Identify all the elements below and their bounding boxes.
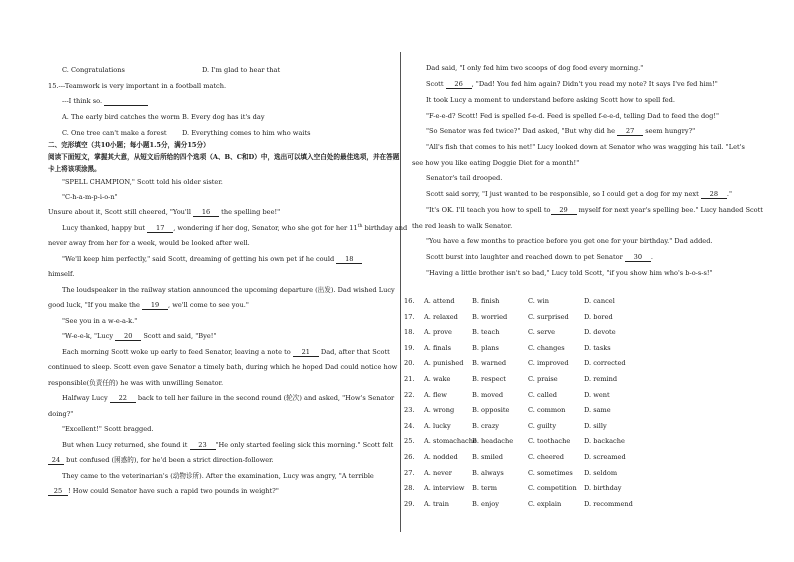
blank-23: 23 xyxy=(190,442,216,450)
blank-27: 27 xyxy=(617,128,643,136)
passage-line: "C-h-a-m-p-i-o-n" xyxy=(62,193,118,201)
passage-line: never away from her for a week, would be looked after well. xyxy=(48,239,250,247)
option-c[interactable]: C. praise xyxy=(528,375,558,383)
blank-20: 20 xyxy=(115,333,141,341)
passage-line: "All's fish that comes to his net!" Lucy looked down at Senator who was wagging his tail. "Let's xyxy=(426,143,745,151)
column-divider xyxy=(400,52,401,532)
passage-line: see how you like eating Doggie Diet for a month!" xyxy=(412,159,580,167)
option-c[interactable]: C. changes xyxy=(528,343,565,352)
question-number: 29. xyxy=(404,499,415,508)
option-a[interactable]: A. stomachache xyxy=(424,437,477,446)
option-d[interactable]: D. screamed xyxy=(584,453,626,461)
option-c[interactable]: C. called xyxy=(528,390,557,399)
option-c[interactable]: C. sometimes xyxy=(528,468,573,477)
option-c[interactable]: C. common xyxy=(528,406,566,415)
answer-blank xyxy=(104,98,148,106)
option-b[interactable]: B. term xyxy=(472,484,497,493)
passage-line: 24 but confused (困惑的), for he'd been a strict direction-follower. xyxy=(48,457,274,465)
option-b[interactable]: B. warned xyxy=(472,359,507,368)
passage-line: "You have a few months to practice before you get one for your birthday." Dad added. xyxy=(426,237,713,245)
option-a[interactable]: A. wake xyxy=(424,375,451,383)
option-c: C. Congratulations xyxy=(62,66,125,74)
passage-line: "We'll keep him perfectly," said Scott, dreaming of getting his own pet if he could 18 xyxy=(62,256,362,264)
q15-reply: ---I think so. xyxy=(62,98,148,106)
passage-line: "F-e-e-d? Scott! Fed is spelled f-e-d. Feed is spelled f-e-e-d, telling Dad to feed the dog!" xyxy=(426,112,720,120)
blank-29: 29 xyxy=(551,207,577,215)
passage-line: continued to sleep. Scott even gave Senator a timely bath, during which he hoped Dad could notice how xyxy=(48,363,398,371)
option-d[interactable]: D. corrected xyxy=(584,359,626,368)
passage-line: the red leash to walk Senator. xyxy=(412,222,513,230)
passage-line: responsible(负责任的) he was with unwilling Senator. xyxy=(48,379,224,387)
option-b[interactable]: B. teach xyxy=(472,328,500,337)
question-number: 27. xyxy=(404,468,415,477)
option-b[interactable]: B. headache xyxy=(472,437,514,446)
passage-line: But when Lucy returned, she found it 23 "He only started feeling sick this morning." Scott felt xyxy=(62,441,394,449)
question-number: 26. xyxy=(404,453,415,461)
q15-options-cd xyxy=(62,129,311,137)
blank-16: 16 xyxy=(193,209,219,217)
question-number: 24. xyxy=(404,421,415,430)
passage-line: Senator's tail drooped. xyxy=(426,174,503,182)
passage-line: "SPELL CHAMPION," Scott told his older sister. xyxy=(62,178,223,186)
option-c[interactable]: C. win xyxy=(528,297,550,305)
passage-line: Halfway Lucy 22 back to tell her failure in the second round (轮次) and asked, "How's Senator xyxy=(62,394,395,402)
option-d[interactable]: D. went xyxy=(584,390,610,399)
option-c[interactable]: C. cheered xyxy=(528,453,565,461)
option-c[interactable]: C. surprised xyxy=(528,312,569,321)
option-c[interactable]: C. improved xyxy=(528,359,569,368)
option-c[interactable]: C. toothache xyxy=(528,437,571,446)
blank-30: 30 xyxy=(625,254,651,262)
question-number: 19. xyxy=(404,343,415,352)
option-b[interactable]: B. respect xyxy=(472,375,506,383)
option-a[interactable]: A. relaxed xyxy=(424,312,458,321)
q14-options xyxy=(62,66,281,74)
blank-22: 22 xyxy=(110,395,136,403)
option-d[interactable]: D. tasks xyxy=(584,343,611,352)
option-b[interactable]: B. opposite xyxy=(472,406,510,415)
blank-25: 25 xyxy=(48,488,68,496)
q15-stem: 15.---Teamwork is very important in a football match. xyxy=(48,82,227,90)
blank-17: 17 xyxy=(147,225,173,233)
option-d[interactable]: D. devote xyxy=(584,328,616,337)
passage-line: Each morning Scott woke up early to feed Senator, leaving a note to 21 Dad, after that Scott xyxy=(62,348,390,356)
option-b[interactable]: B. enjoy xyxy=(472,499,499,508)
question-number: 25. xyxy=(404,437,415,446)
option-b[interactable]: B. moved xyxy=(472,390,504,399)
question-number: 18. xyxy=(404,328,415,337)
section-instruction: 阅读下面短文，掌握其大意，从短文后所给的四个选项（A、B、C和D）中，选出可以填入空白处的最佳选项，并在答题 xyxy=(48,153,400,161)
option-b: B. Every dog has it's day xyxy=(182,113,265,121)
passage-line: They came to the veterinarian's (动物诊所). After the examination, Lucy was angry, "A terrible xyxy=(62,472,374,480)
option-a[interactable]: A. wrong xyxy=(424,406,455,415)
blank-19: 19 xyxy=(142,302,168,310)
passage-line: Scott 26 , "Dad! You fed him again? Didn't you read my note? It says I've fed him!" xyxy=(426,80,718,88)
option-c: C. One tree can't make a forest xyxy=(62,129,167,137)
passage-line: "Having a little brother isn't so bad," Lucy told Scott, "if you show him who's b-o-s-s!" xyxy=(426,269,713,277)
question-number: 20. xyxy=(404,359,415,368)
passage-line: Scott burst into laughter and reached down to pet Senator 30 . xyxy=(426,253,653,261)
option-d[interactable]: D. seldom xyxy=(584,468,618,477)
option-d[interactable]: D. remind xyxy=(584,375,618,383)
passage-line: "W-e-e-k, "Lucy 20 Scott and said, "Bye!" xyxy=(62,332,217,340)
passage-line: "Excellent!" Scott bragged. xyxy=(62,425,154,433)
option-a[interactable]: A. flew xyxy=(424,390,447,399)
option-a[interactable]: A. punished xyxy=(424,359,464,368)
option-d[interactable]: D. recommend xyxy=(584,499,633,508)
option-b[interactable]: B. crazy xyxy=(472,421,500,430)
passage-line: Lucy thanked, happy but 17 , wondering if her dog, Senator, who she got for her 11th birthday and xyxy=(62,224,408,232)
passage-line: "So Senator was fed twice?" Dad asked, "But why did he 27 seem hungry?" xyxy=(426,127,696,135)
option-d: D. I'm glad to hear that xyxy=(202,66,281,74)
option-d[interactable]: D. same xyxy=(584,406,611,415)
q15-options-ab xyxy=(62,113,265,121)
option-b[interactable]: B. smiled xyxy=(472,453,504,461)
option-c[interactable]: C. competition xyxy=(528,484,577,493)
passage-line: It took Lucy a moment to understand before asking Scott how to spell fed. xyxy=(426,96,675,104)
option-d[interactable]: D. birthday xyxy=(584,484,622,493)
option-d[interactable]: D. silly xyxy=(584,421,607,430)
question-number: 28. xyxy=(404,484,415,493)
option-d[interactable]: D. backache xyxy=(584,437,625,446)
option-a[interactable]: A. interview xyxy=(424,484,465,493)
option-c[interactable]: C. explain xyxy=(528,499,562,508)
passage-line: 25 ! How could Senator have such a rapid two pounds in weight?" xyxy=(48,488,279,496)
passage-line: Dad said, "I only fed him two scoops of dog food every morning." xyxy=(426,64,644,72)
question-number: 16. xyxy=(404,297,415,305)
option-b[interactable]: B. always xyxy=(472,468,504,477)
question-number: 17. xyxy=(404,312,415,321)
passage-line: good luck, "If you make the 19 , we'll come to see you." xyxy=(48,301,249,309)
option-d[interactable]: D. cancel xyxy=(584,297,615,305)
option-a[interactable]: A. prove xyxy=(424,328,452,337)
option-c[interactable]: C. serve xyxy=(528,328,556,337)
question-number: 22. xyxy=(404,390,415,399)
section-title: 二、完形填空（共10小题；每小题1.5分，满分15分） xyxy=(48,141,210,149)
option-b[interactable]: B. finish xyxy=(472,297,500,305)
option-a[interactable]: A. lucky xyxy=(424,421,451,430)
passage-line: Unsure about it, Scott still cheered, "You'll 16 the spelling bee!" xyxy=(48,208,281,216)
option-b[interactable]: B. worried xyxy=(472,312,508,321)
option-a[interactable]: A. train xyxy=(424,499,450,508)
option-a[interactable]: A. attend xyxy=(424,297,455,305)
option-c[interactable]: C. guilty xyxy=(528,421,557,430)
passage-line: doing?" xyxy=(48,410,74,418)
option-a: A. The early bird catches the worm xyxy=(62,113,180,121)
option-a[interactable]: A. never xyxy=(424,468,452,477)
blank-18: 18 xyxy=(336,256,362,264)
question-number: 23. xyxy=(404,406,415,415)
blank-21: 21 xyxy=(293,349,319,357)
option-a[interactable]: A. nodded xyxy=(424,453,458,461)
passage-line: The loudspeaker in the railway station announced the upcoming departure (出发). Dad wished Lucy xyxy=(62,286,395,294)
passage-line: Scott said sorry, "I just wanted to be responsible, so I could get a dog for my next 28 ." xyxy=(426,190,732,198)
blank-28: 28 xyxy=(701,191,727,199)
passage-line: "It's OK. I'll teach you how to spell to 29 myself for next year's spelling bee." Lucy handed Scott xyxy=(426,206,763,214)
question-number: 21. xyxy=(404,375,415,383)
passage-line: "See you in a w-e-a-k." xyxy=(62,317,138,325)
blank-24: 24 xyxy=(48,457,64,465)
passage-line: himself. xyxy=(48,270,75,278)
blank-26: 26 xyxy=(446,81,472,89)
option-d[interactable]: D. bored xyxy=(584,312,613,321)
option-b[interactable]: B. plans xyxy=(472,343,499,352)
option-d: D. Everything comes to him who waits xyxy=(182,129,311,137)
option-a[interactable]: A. finals xyxy=(424,343,452,352)
section-instruction-cont: 卡上将该项涂黑。 xyxy=(48,165,101,173)
